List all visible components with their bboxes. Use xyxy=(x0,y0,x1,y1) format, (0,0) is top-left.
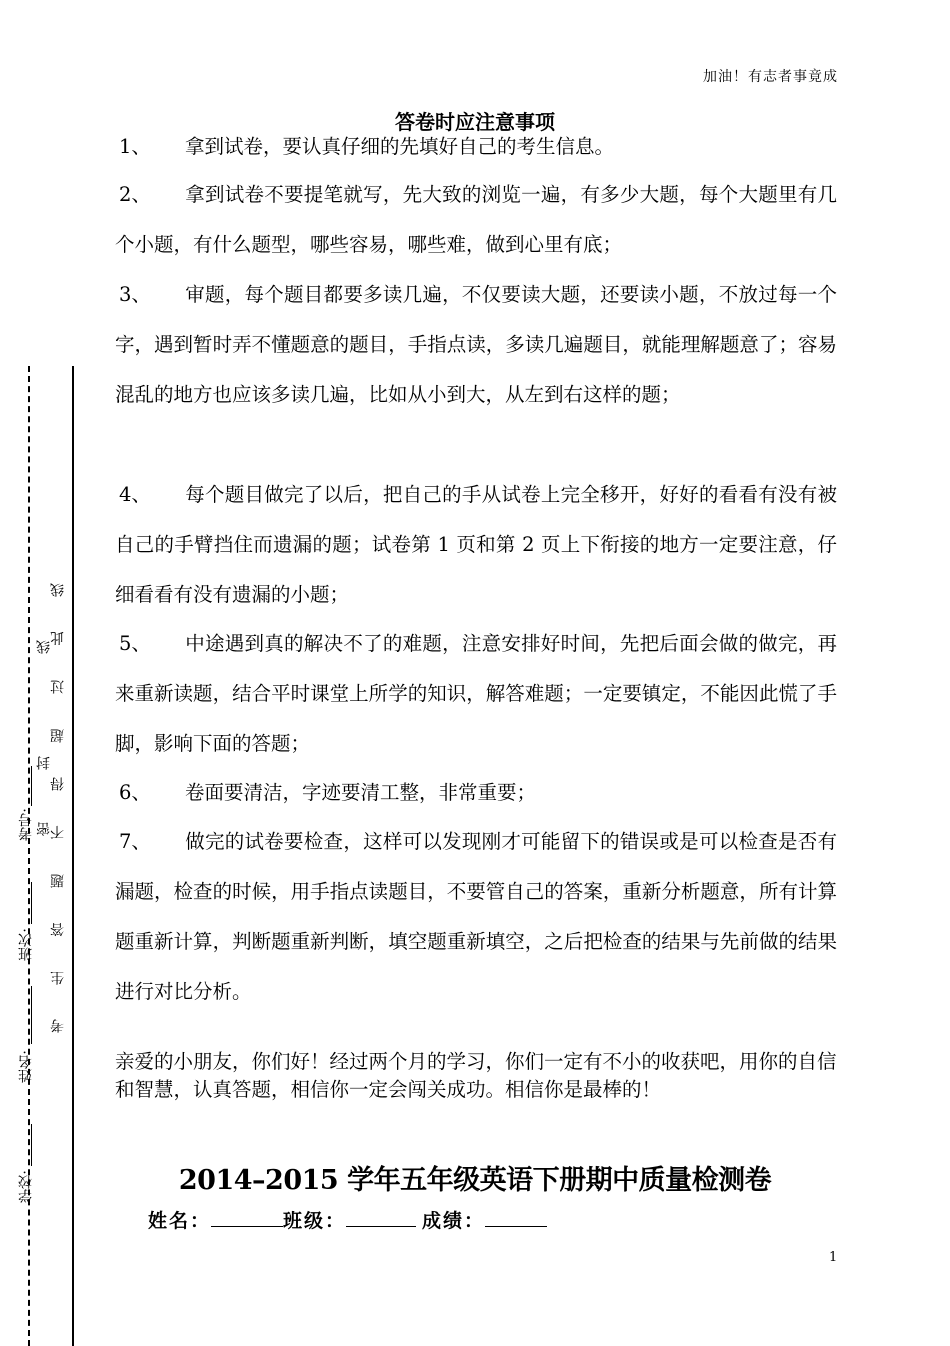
margin-instruction: 考 生 答 题 不 得 超 过 此 线 xyxy=(50,568,66,1034)
notice-item-2 xyxy=(115,170,837,270)
page-number: 1 xyxy=(829,1250,838,1265)
margin-name-label: 姓名: xyxy=(18,1050,34,1083)
item-text: 每个题目做完了以后，把自己的手从试卷上完全移开，好好的看看有没有被自己的手臂挡住而遗漏的题；试卷第 1 页和第 2 页上下衔接的地方一定要注意，仔细看看有没有遗漏的小题； xyxy=(115,483,837,606)
name-label: 姓名： xyxy=(148,1210,212,1232)
exam-number-blank[interactable] xyxy=(31,766,32,806)
notice-item-7 xyxy=(115,817,837,1017)
seal-word-xian: 线 xyxy=(36,636,52,654)
item-number: 1、 xyxy=(119,135,151,158)
margin-name-blank[interactable] xyxy=(31,986,32,1044)
greeting-paragraph: 亲爱的小朋友，你们好！经过两个月的学习，你们一定有不小的收获吧，用你的自信和智慧，认真答题，相信你一定会闯关成功。相信你是最棒的！ xyxy=(115,1050,837,1101)
school-blank[interactable] xyxy=(31,1124,32,1166)
item-text: 拿到试卷不要提笔就写，先大致的浏览一遍，有多少大题，每个大题里有几个小题，有什么题型，哪些容易，哪些难，做到心里有底； xyxy=(115,183,837,256)
exam-title: 2014–2015 学年五年级英语下册期中质量检测卷 xyxy=(178,1165,772,1196)
name-field xyxy=(16,1050,36,1083)
class-blank[interactable] xyxy=(346,1206,416,1227)
notice-title: 答卷时应注意事项 xyxy=(395,110,555,134)
class-field xyxy=(16,928,36,961)
item-text: 审题，每个题目都要多读几遍，不仅要读大题，还要读小题，不放过每一个字，遇到暂时弄不懂题意的题目，手指点读，多读几遍题目，就能理解题意了；容易混乱的地方也应该多读几遍，比如从小到大，从左到右这样的题； xyxy=(115,283,837,406)
margin-class-label: 班次: xyxy=(18,928,34,961)
item-number: 3、 xyxy=(119,283,151,306)
notice-item-6 xyxy=(115,768,837,818)
item-text: 拿到试卷，要认真仔细的先填好自己的考生信息。 xyxy=(185,135,615,158)
item-number: 2、 xyxy=(119,183,151,206)
score-blank[interactable] xyxy=(485,1206,547,1227)
item-number: 4、 xyxy=(119,483,151,506)
item-number: 5、 xyxy=(119,632,151,655)
exam-number-label: 考号: xyxy=(18,808,34,841)
notice-item-3 xyxy=(115,270,837,420)
item-text: 做完的试卷要检查，这样可以发现刚才可能留下的错误或是可以检查是否有漏题，检查的时候，用手指点读题目，不要管自己的答案，重新分析题意，所有计算题重新计算，判断题重新判断，填空题重新填空，之后把检查的结果与先前做的结果进行对比分析。 xyxy=(115,830,837,1003)
school-field xyxy=(16,1170,36,1203)
notice-item-5 xyxy=(115,619,837,769)
name-blank[interactable] xyxy=(211,1206,283,1227)
seal-word-feng: 封 xyxy=(36,752,52,770)
score-label: 成绩： xyxy=(422,1210,486,1232)
item-number: 7、 xyxy=(119,830,151,853)
margin-class-blank[interactable] xyxy=(31,882,32,924)
notice-item-4 xyxy=(115,470,837,620)
item-text: 中途遇到真的解决不了的难题，注意安排好时间，先把后面会做的做完，再来重新读题，结合平时课堂上所学的知识，解答难题；一定要镇定，不能因此慌了手脚，影响下面的答题； xyxy=(115,632,837,755)
notice-item-1 xyxy=(115,122,837,172)
class-label: 班级： xyxy=(283,1210,347,1232)
item-text: 卷面要清洁，字迹要清工整，非常重要； xyxy=(185,781,537,804)
school-label: 学校: xyxy=(18,1170,34,1203)
student-info-row xyxy=(148,1206,547,1233)
seal-word-mi: 密 xyxy=(36,818,52,836)
header-note: 加油！有志者事竟成 xyxy=(703,69,838,85)
exam-number-field xyxy=(16,808,36,841)
margin-solid-line xyxy=(72,366,74,1346)
item-number: 6、 xyxy=(119,781,151,804)
